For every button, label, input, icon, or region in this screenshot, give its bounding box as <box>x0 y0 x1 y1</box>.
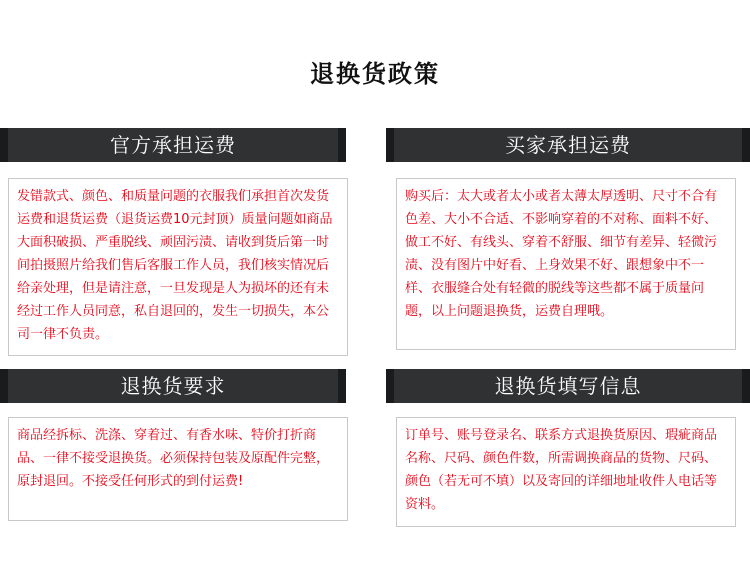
buyer-shipping-header: 买家承担运费 <box>386 128 750 162</box>
return-requirements-text: 商品经拆标、洗涤、穿着过、有香水味、特价打折商品、一律不接受退换货。必须保持包装及原配件完整，原封退回。不接受任何形式的到付运费! <box>17 428 330 489</box>
return-info-text: 订单号、账号登录名、联系方式退换货原因、瑕疵商品名称、尺码、颜色件数，所需调换商品的货物、尺码、颜色（若无可不填）以及寄回的详细地址收件人电话等资料。 <box>405 428 718 512</box>
return-requirements-header: 退换货要求 <box>0 369 346 403</box>
buyer-shipping-box <box>396 178 736 350</box>
return-info-box <box>396 417 736 527</box>
return-requirements-box <box>8 417 348 521</box>
seller-shipping-text: 发错款式、颜色、和质量问题的衣服我们承担首次发货运费和退货运费（退货运费10元封顶）质量问题如商品大面积破损、严重脱线、顽固污渍、请收到货后第一时间拍摄照片给我们售后客服工作人员，我们核实情况后给亲处理，但是请注意，一旦发现是人为损坏的还有未经过工作人员同意，私自退回的，发生一切损失，本公司一律不负责。 <box>17 189 333 342</box>
page-title: 退换货政策 <box>310 60 440 88</box>
buyer-shipping-text: 购买后：太大或者太小或者太薄太厚透明、尺寸不合有色差、大小不合适、不影响穿着的不对称、面料不好、做工不好、有线头、穿着不舒服、细节有差异、轻微污渍、没有图片中好看、上身效果不好、跟想象中不一样、衣服缝合处有轻微的脱线等这些都不属于质量问题，以上问题退换货，运费自理哦。 <box>405 189 718 319</box>
return-info-header: 退换货填写信息 <box>386 369 750 403</box>
seller-shipping-box <box>8 178 348 356</box>
seller-shipping-header: 官方承担运费 <box>0 128 346 162</box>
